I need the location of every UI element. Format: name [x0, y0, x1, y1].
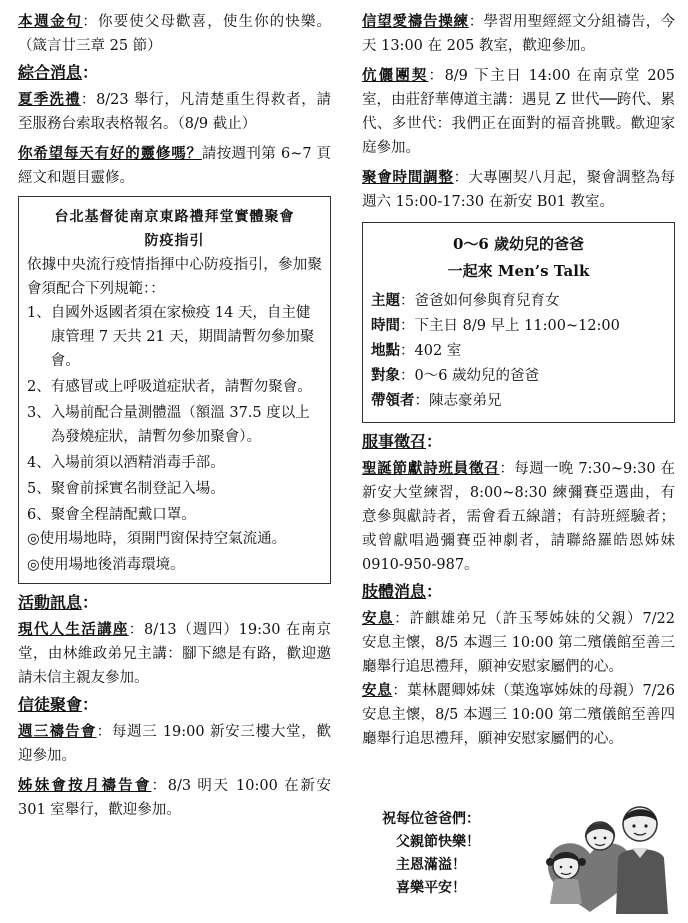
detail-row: 對象 ：0～6 歲幼兒的爸爸 — [371, 368, 540, 384]
note-item: ◎使用場地時，須開門窗保持空氣流通。 — [27, 531, 287, 547]
news-item: 安息：許麒雄弟兄（許玉琴姊妹的父親）7/22 安息主懷，8/5 本週三 10:00 第二殯儀館至善三廳舉行追思禮拜，願神安慰家屬們的心。 — [362, 610, 676, 675]
blessing-line: 喜樂平安！ — [396, 880, 466, 896]
rule-item: 4、 入場前須以酒精消毒手部。 — [27, 455, 225, 471]
blessing-text — [382, 808, 532, 900]
mens-talk-box — [362, 222, 675, 423]
section-title-activities: 活動訊息： — [18, 593, 99, 612]
detail-row: 帶領者 ：陳志豪弟兄 — [371, 393, 502, 409]
section-title-body-news: 肢體消息： — [362, 582, 443, 601]
rules-list — [27, 301, 322, 527]
news-item: 姊妹會按月禱告會：8/3 明天 10:00 在新安 301 室舉行，歡迎參加。 — [18, 777, 332, 818]
rule-item: 6、 聚會全程請配戴口罩。 — [27, 507, 196, 523]
news-item: 夏季洗禮：8/23 舉行，凡清楚重生得救者，請至服務台索取表格報名。（8/9 截止） — [18, 91, 332, 132]
detail-row: 地點 ：402 室 — [371, 343, 462, 359]
news-item: 伉儷團契：8/9 下主日 14:00 在南京堂 205 室，由莊舒華傳道主講：遇見 Z 世代──跨代、累代、多世代：我們正在面對的福音挑戰。歡迎家庭參加。 — [362, 67, 676, 156]
detail-row: 時間 ：下主日 8/9 早上 11:00~12:00 — [371, 318, 620, 334]
right-column — [362, 10, 675, 751]
verse — [18, 10, 331, 58]
rule-item: 1、 自國外返國者須在家檢疫 14 天，自主健康管理 7 天共 21 天，期間請暫勿參加聚會。 — [27, 305, 315, 369]
section-title-service: 服事徵召： — [362, 432, 443, 451]
news-item: 你希望每天有好的靈修嗎？請按週刊第 6~7 頁經文和題目靈修。 — [18, 145, 331, 186]
blessing-line: 祝每位爸爸們： — [382, 811, 480, 827]
section-title-general: 綜合消息： — [18, 63, 99, 82]
rule-item: 3、 入場前配合量測體溫（額溫 37.5 度以上為發燒症狀，請暫勿參加聚會）。 — [27, 405, 310, 445]
family-illustration-icon — [528, 796, 678, 914]
news-item: 現代人生活講座：8/13（週四）19:30 在南京堂，由林維政弟兄主講：腳下總是有路，歡迎邀請未信主親友參加。 — [18, 621, 331, 686]
news-item: 聖誕節獻詩班員徵召：每週一晚 7:30~9:30 在新安大堂練習，8:00~8:30 練彌賽亞選曲，有意參與獻詩者，需會看五線譜；有詩班經驗者；或曾獻唱過彌賽亞神劇者，請聯絡羅皓恩姊妹 0910-950-987。 — [362, 460, 675, 573]
section-title-fellowship: 信徒聚會： — [18, 695, 99, 714]
news-item: 週三禱告會：每週三 19:00 新安三樓大堂，歡迎參加。 — [18, 723, 331, 764]
rule-item: 5、 聚會前採實名制登記入場。 — [27, 481, 225, 497]
verse-text: ：你要使父母歡喜，使生你的快樂。（箴言廿三章 25 節） — [18, 14, 331, 54]
blessing-line: 父親節快樂！ — [396, 834, 480, 850]
detail-row: 主題 ：爸爸如何參與育兒育女 — [371, 293, 560, 309]
box-title: 台北基督徒南京東路禮拜堂實體聚會 — [54, 209, 295, 225]
blessing-line: 主恩滿溢！ — [396, 857, 466, 873]
left-column — [18, 10, 331, 822]
mens-talk-subtitle: 一起來 Men’s Talk — [447, 262, 590, 280]
news-item: 聚會時間調整：大專團契八月起，聚會調整為每週六 15:00-17:30 在新安 B01 教室。 — [362, 169, 676, 210]
box-subtitle: 防疫指引 — [144, 233, 205, 249]
mens-talk-title: 0～6 歲幼兒的爸爸 — [452, 235, 585, 253]
note-item: ◎使用場地後消毒環境。 — [27, 557, 185, 573]
box-intro: 依據中央流行疫情指揮中心防疫指引，參加聚會須配合下列規範：： — [27, 257, 322, 297]
news-item: 信望愛禱告操練：學習用聖經經文分組禱告，今天 13:00 在 205 教室，歡迎參加。 — [362, 13, 675, 54]
news-item: 安息：葉林麗卿姊妹（葉逸寧姊妹的母親）7/26 安息主懷，8/5 本週三 10:00 第二殯儀館至善四廳舉行追思禮拜，願神安慰家屬們的心。 — [362, 682, 676, 747]
verse-label: 本週金句 — [18, 13, 83, 30]
pandemic-guideline-box — [18, 196, 331, 584]
rule-item: 2、 有感冒或上呼吸道症狀者，請暫勿聚會。 — [27, 379, 312, 395]
